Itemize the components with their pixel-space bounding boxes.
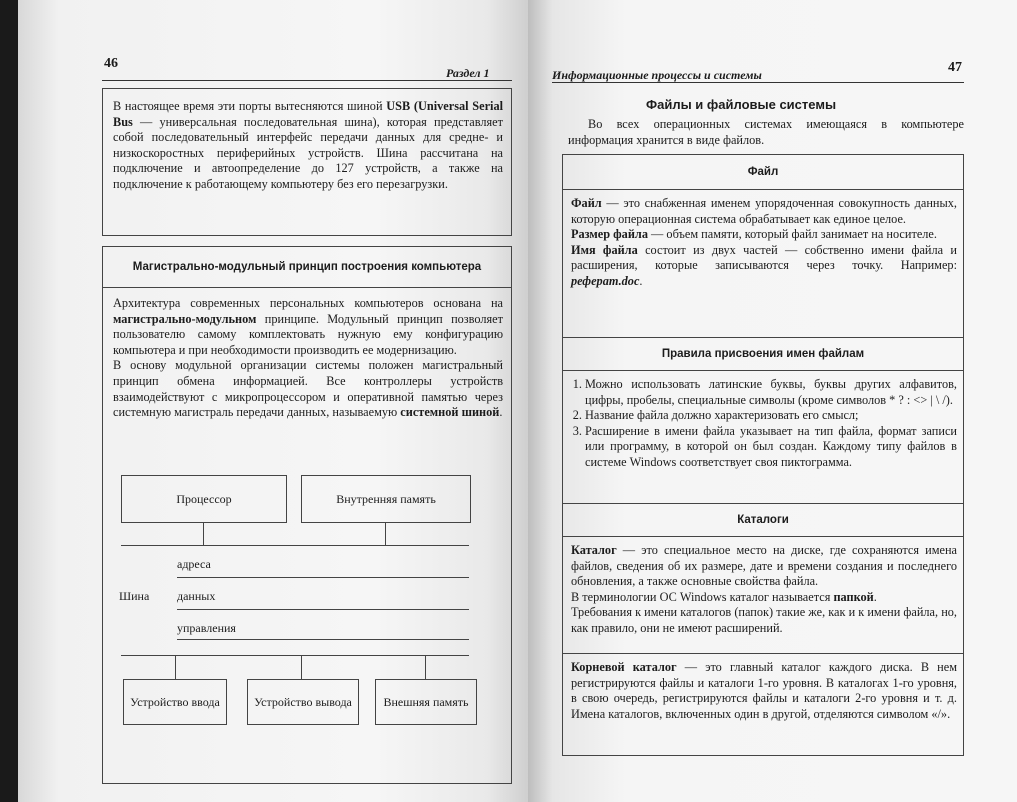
data-line — [177, 609, 469, 610]
folder-term: папкой — [833, 589, 874, 604]
file-size-definition — [571, 227, 957, 243]
trunk-modular-box — [102, 246, 512, 784]
usb-text-post: — универсальная последовательная шина), которая представляет собой последовательный интерфейс передачи данных для средне- и низкоскоростных периферийных устройств. Шина рассчитана на подключение и автоопределение до 127 устройств, а также на подключение к работающему компьютеру без его перезагрузки. — [113, 114, 503, 191]
section-title: Файлы и файловые системы — [646, 97, 837, 112]
bus-address-label: адреса — [177, 557, 211, 571]
file-name-definition — [571, 243, 957, 290]
trunk-box-body — [103, 288, 511, 421]
trunk-p1-post: принципе. Модульный принцип позволяет пользователю самому комплектовать нужную ему конфигурацию компьютера и при необходимости производить ее модернизацию. — [113, 311, 503, 357]
architecture-diagram — [103, 465, 511, 765]
usb-note-box — [102, 88, 512, 236]
file-box — [562, 154, 964, 338]
rules-box-body — [563, 371, 963, 471]
trunk-box-header — [103, 247, 511, 288]
catalog-box-header — [563, 504, 963, 537]
page-number-left: 46 — [104, 56, 118, 71]
root-catalog-term: Корневой каталог — [571, 660, 677, 674]
rule-item-2: 2. Название файла должно характеризовать его смысл; — [585, 408, 957, 424]
processor-box: Процессор — [121, 475, 287, 523]
usb-note-text — [113, 99, 503, 193]
right-page — [528, 0, 1017, 802]
rules-box-header — [563, 338, 963, 371]
memory-connector — [385, 523, 386, 545]
address-line — [177, 577, 469, 578]
bus-control-label: управления — [177, 621, 236, 635]
file-name-end: . — [639, 273, 643, 288]
folder-note-pre: В терминологии ОС Windows каталог называется — [571, 589, 834, 604]
output-connector — [301, 655, 302, 679]
trunk-p2-term: системной шиной — [400, 405, 500, 420]
root-catalog-text: — это главный каталог каждого диска. В нем регистрируются файлы и каталоги 1-го уровня. В каталогах 1-го уровня, в свою очередь, регистрируются файлы и каталоги 2-го уровня и т. д. Имена каталогов, включенных один в другой, отделяются символом «/». — [571, 660, 957, 721]
catalog-box — [562, 504, 964, 756]
catalog-definition-text: — это специальное место на диске, где сохраняются имена файлов, сведения об их размере, дате и времени создания и последнего обновления, а также основные свойства файла. — [571, 543, 957, 589]
folder-note-post: . — [873, 589, 877, 604]
naming-rules-box — [562, 338, 964, 504]
bus-bottom-line — [121, 655, 469, 656]
input-connector — [175, 655, 176, 679]
page-number-right: 47 — [948, 60, 962, 75]
trunk-p1-term: магистрально-модульном — [113, 311, 257, 326]
catalog-name-rules: Требования к имени каталогов (папок) такие же, как и к имени файла, но, как правило, они не имеют расширений. — [571, 605, 957, 635]
running-head-left: Раздел 1 — [446, 66, 490, 80]
processor-connector — [203, 523, 204, 545]
bus-label: Шина — [119, 589, 150, 603]
external-connector — [425, 655, 426, 679]
catalog-definition — [571, 543, 957, 590]
catalog-term: Каталог — [571, 543, 617, 557]
rules-box-title: Правила присвоения имен файлам — [661, 348, 865, 360]
trunk-p2-pre: В основу модульной организации системы положен магистральный принцип обмена информацией. Все контроллеры устройств взаимодействуют с микропроцессором и оперативной памятью через системную магистраль передачи данных, называемую — [113, 358, 503, 420]
running-head-right: Информационные процессы и системы — [552, 68, 762, 82]
trunk-p2-post: . — [499, 405, 503, 420]
usb-term: USB (Universal Serial Bus — [113, 99, 504, 129]
bus-top-line — [121, 545, 469, 546]
bus-data-label: данных — [177, 589, 216, 603]
trunk-box-title: Магистрально-модульный принцип построения компьютера — [132, 261, 482, 273]
trunk-paragraph-1 — [113, 296, 503, 358]
catalog-box-title: Каталоги — [737, 514, 789, 526]
intro-paragraph: Во всех операционных системах имеющаяся в компьютере информация хранится в виде файлов. — [568, 117, 964, 147]
scan-edge — [0, 0, 18, 802]
header-rule-left — [102, 80, 512, 81]
internal-memory-box: Внутренняя память — [301, 475, 471, 523]
left-page — [18, 0, 528, 802]
file-definition — [571, 196, 957, 227]
control-line — [177, 639, 469, 640]
file-box-body — [563, 190, 963, 290]
input-device-box: Устройство ввода — [123, 679, 227, 725]
file-name-text: состоит из двух частей — собственно имени файла и расширения, которые записываются через точку. Например: — [571, 242, 957, 273]
file-definition-text: — это снабженная именем упорядоченная совокупность данных, которую операционная система обрабатывает как единое целое. — [571, 196, 957, 226]
header-rule-right — [552, 82, 964, 83]
file-size-term: Размер файла — [571, 227, 648, 242]
naming-rules-list — [567, 377, 957, 471]
trunk-paragraph-2 — [113, 358, 503, 420]
file-name-term: Имя файла — [571, 242, 638, 257]
rule-item-1: 1. Можно использовать латинские буквы, буквы других алфавитов, цифры, пробелы, специальные символы (кроме символов * ? : <> | \ /). — [585, 377, 957, 408]
catalog-box-body — [563, 537, 963, 654]
file-name-example: реферат.doc — [571, 273, 640, 288]
external-memory-box: Внешняя память — [375, 679, 477, 725]
file-box-header — [563, 155, 963, 190]
file-term: Файл — [571, 196, 602, 210]
file-box-title: Файл — [747, 166, 779, 178]
catalog-folder-note — [571, 590, 957, 606]
root-catalog-section — [563, 654, 963, 722]
trunk-p1-pre: Архитектура современных персональных компьютеров основана на — [113, 296, 503, 310]
rule-item-3: 3. Расширение в имени файла указывает на тип файла, формат записи или программу, в которой он был создан. Каждому типу файлов в системе Windows соответствует своя пиктограмма. — [585, 424, 957, 471]
output-device-box: Устройство вывода — [247, 679, 359, 725]
usb-text-pre: В настоящее время эти порты вытесняются шиной — [113, 99, 387, 113]
file-size-text: — объем памяти, который файл занимает на носителе. — [647, 227, 937, 242]
root-catalog-definition — [571, 660, 957, 722]
